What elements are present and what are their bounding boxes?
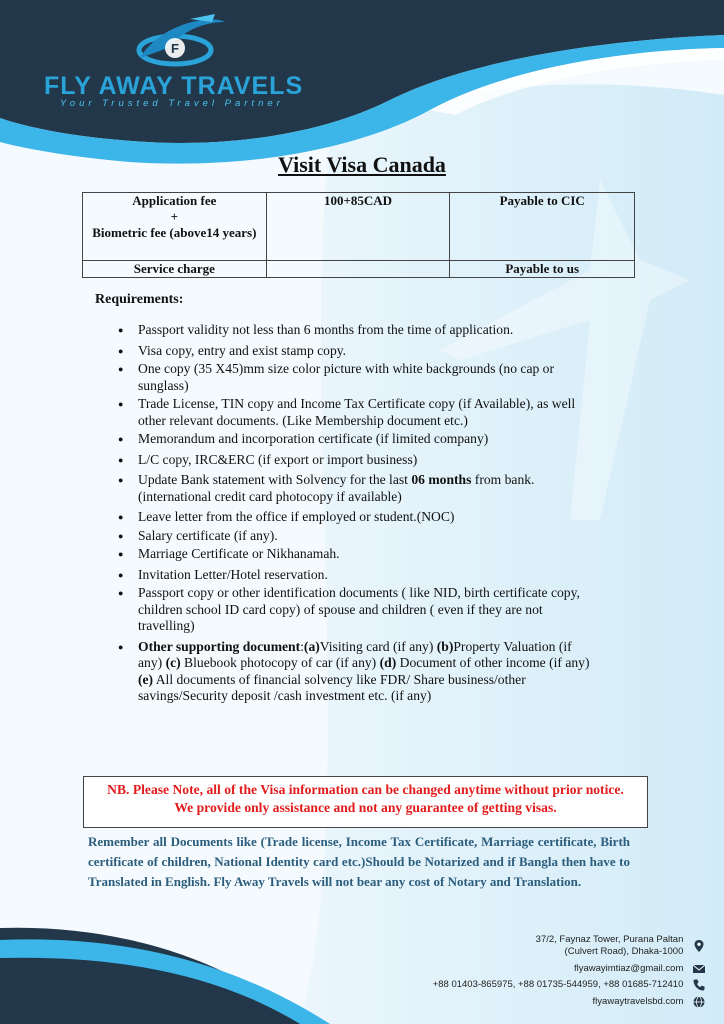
sub-text: Document of other income (if any) [396, 655, 590, 670]
list-item [138, 472, 593, 505]
document-title: Visit Visa Canada [278, 152, 446, 177]
sub-label: (e) [138, 671, 154, 687]
list-item: ● Passport copy or other identification documents ( like NID, birth certificate copy, children school ID card copy) of spouse and children ( even if they are not travelling) [138, 585, 593, 635]
requirements-list [138, 322, 593, 709]
list-item-bold: Other supporting document [138, 638, 301, 654]
contact-phone [433, 978, 706, 992]
sub-label: (b) [436, 638, 454, 654]
fee-amount-cell [266, 261, 450, 278]
phone-text[interactable]: +88 01403-865975, +88 01735-544959, +88 01685-712410 [432, 979, 684, 990]
list-item: ● Visa copy, entry and exist stamp copy. [138, 343, 593, 360]
sub-label: (a) [303, 638, 320, 654]
list-item: ● Leave letter from the office if employed or student.(NOC) [138, 509, 593, 526]
sub-text: Bluebook photocopy of car (if any) [180, 655, 380, 670]
sub-text: Property Valuation (if any) [138, 638, 572, 670]
address-line: 37/2, Faynaz Tower, Purana Paltan [535, 934, 684, 945]
sub-text: Visiting card (if any) [319, 638, 437, 654]
contact-address [536, 934, 706, 958]
fee-amount-cell: 100+85CAD [266, 193, 450, 261]
list-item-text: Update Bank statement with Solvency for the last [138, 472, 412, 487]
list-item: ● One copy (35 X45)mm size color picture with white backgrounds (no cap or sunglass) [138, 361, 593, 394]
list-item: ● Trade License, TIN copy and Income Tax Certificate copy (if Available), as well other relevant documents. (Like Membership document etc.) [138, 396, 593, 429]
fee-item-plus: + [170, 209, 179, 224]
notice-line: We provide only assistance and not any guarantee of getting visas. [174, 800, 557, 815]
list-item: ● Salary certificate (if any). [138, 528, 593, 545]
contact-email [574, 962, 706, 976]
brand-tagline: Your Trusted Travel Partner [60, 98, 284, 109]
sub-text: All documents of financial solvency like FDR/ Share business/other savings/Security deposit /cash investment etc. (if any) [138, 671, 526, 703]
logo-letter: F [171, 41, 179, 56]
list-item: ● Other supporting document:(a)Visiting card (if any) (b)Property Valuation (if any) (c) Bluebook photocopy of car (if any) (d) Document of other income (if any) (e) All documents of financial solvency like FDR/ Share business/other savings/Security deposit /cash investment etc. (if any) [138, 639, 593, 705]
website-link[interactable]: flyawaytravelsbd.com [592, 996, 684, 1007]
list-item: ● Invitation Letter/Hotel reservation. [138, 567, 593, 584]
location-pin-icon [692, 939, 706, 953]
notarization-note: Remember all Documents like (Trade license, Income Tax Certificate, Marriage certificate, Birth certificate of children, National Identity card etc.)Should be Notarized and if Bangla then have to Translated in English. Fly Away Travels will not bear any cost of Notary and Translation. [88, 834, 630, 889]
list-item: ● Marriage Certificate or Nikhanamah. [138, 546, 593, 563]
list-item-text: from bank.(international credit card photocopy if available) [138, 472, 535, 504]
fee-payable-cell: Payable to us [450, 261, 635, 278]
email-text[interactable]: flyawayimtiaz@gmail.com [573, 963, 684, 974]
requirements-heading: Requirements: [95, 292, 184, 307]
list-item: ● Passport validity not less than 6 months from the time of application. [138, 322, 593, 339]
list-item: ● Memorandum and incorporation certificate (if limited company) [138, 431, 593, 448]
list-item: ● L/C copy, IRC&ERC (if export or import business) [138, 452, 593, 469]
brand-name: FLY AWAY TRAVELS [44, 72, 304, 100]
fees-table [82, 192, 635, 278]
notice-box [83, 776, 648, 828]
fee-item-cell [83, 193, 267, 261]
contact-website [593, 995, 706, 1009]
list-item-bold: 06 months [411, 472, 472, 487]
fee-item-line: Biometric fee (above14 years) [92, 225, 257, 240]
fee-payable-cell: Payable to CIC [450, 193, 635, 261]
globe-icon [692, 995, 706, 1009]
table-row [83, 261, 635, 278]
address-line: (Culvert Road), Dhaka-1000 [564, 946, 684, 957]
fee-item-cell: Service charge [83, 261, 267, 278]
notice-line: NB. Please Note, all of the Visa information can be changed anytime without prior notice. [107, 782, 624, 797]
envelope-icon [692, 962, 706, 976]
phone-icon [692, 978, 706, 992]
fee-item-line: Application fee [132, 193, 217, 208]
sub-label: (c) [165, 655, 181, 670]
sub-label: (d) [379, 655, 397, 670]
table-row [83, 193, 635, 261]
